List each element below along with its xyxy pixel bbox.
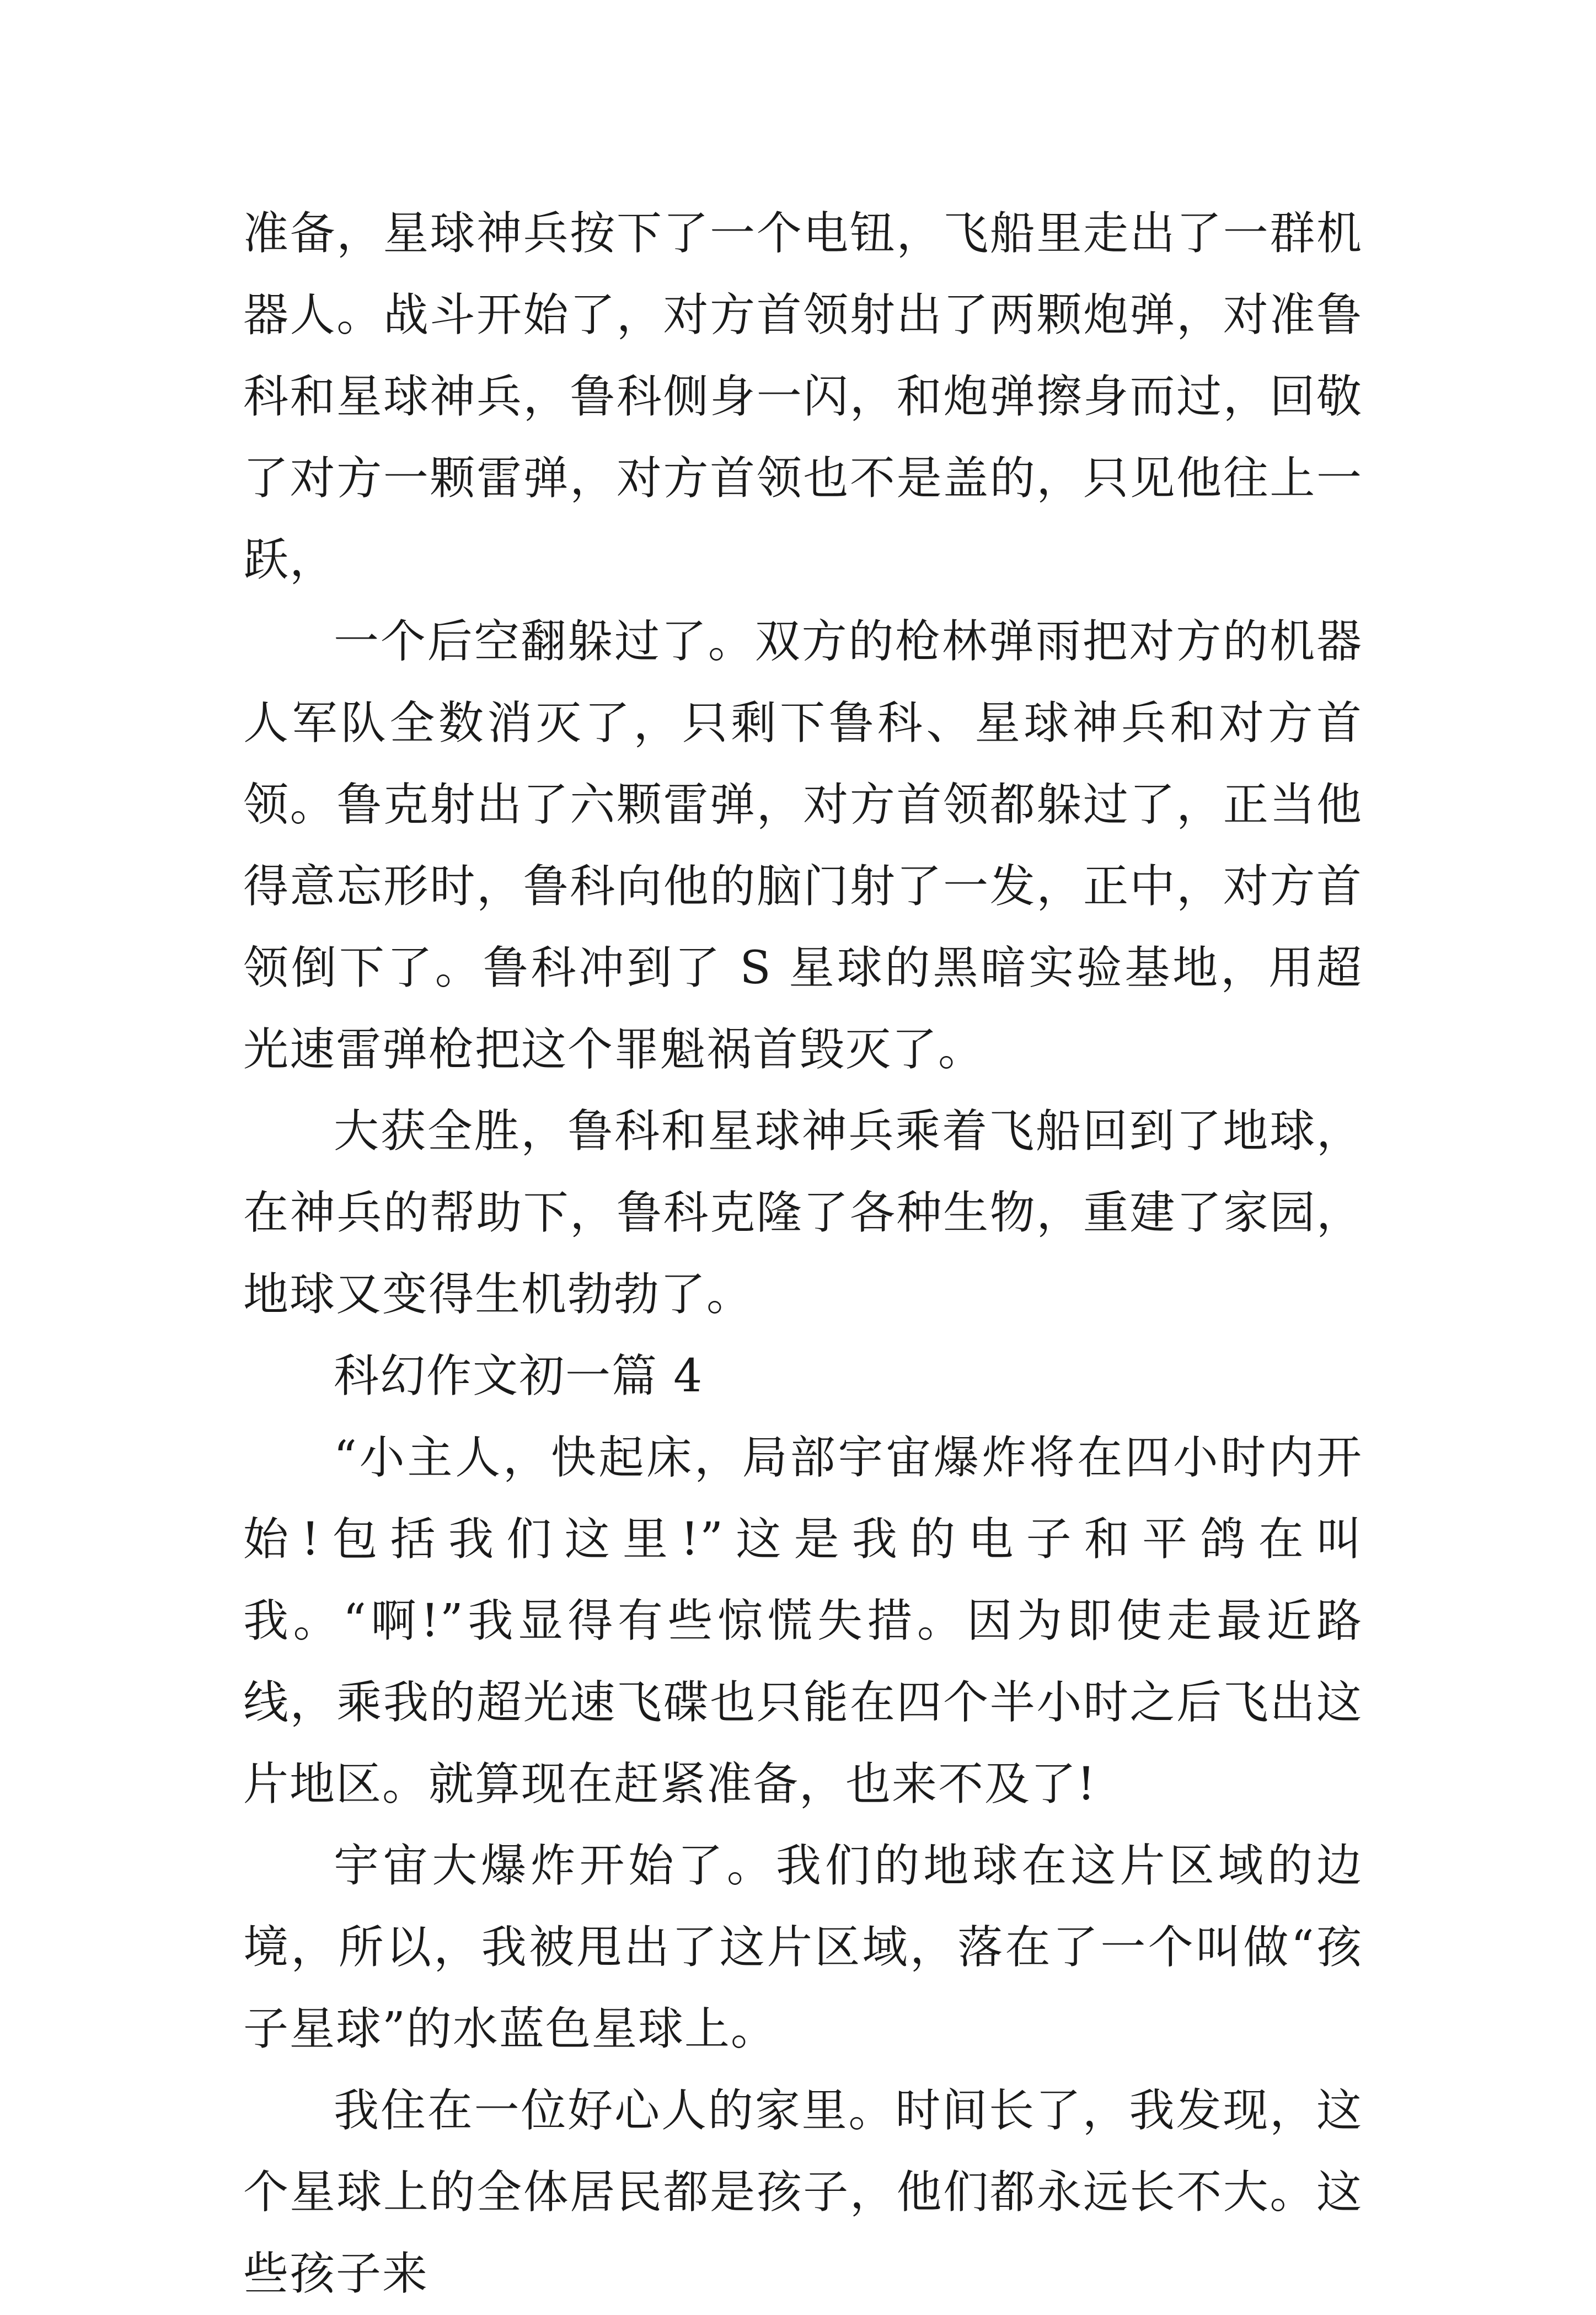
paragraph-5: 宇宙大爆炸开始了。我们的地球在这片区域的边境，所以，我被甩出了这片区域，落在了一个叫做“孩子星球”的水蓝色星球上。	[243, 1840, 1363, 2055]
paragraph-6: 我住在一位好心人的家里。时间长了，我发现，这个星球上的全体居民都是孩子，他们都永远长不大。这些孩子来	[243, 2084, 1363, 2300]
paragraph-3: 大获全胜，鲁科和星球神兵乘着飞船回到了地球，在神兵的帮助下，鲁科克隆了各种生物，重建了家园，地球又变得生机勃勃了。	[243, 1105, 1363, 1321]
paragraph-2: 一个后空翻躲过了。双方的枪林弹雨把对方的机器人军队全数消灭了，只剩下鲁科、星球神兵和对方首领。鲁克射出了六颗雷弹，对方首领都躲过了，正当他得意忘形时，鲁科向他的脑门射了一发，正中，对方首领倒下了。鲁科冲到了 S 星球的黑暗实验基地，用超光速雷弹枪把这个罪魁祸首毁灭了。	[243, 615, 1363, 1076]
document-body	[243, 193, 1363, 2315]
paragraph-4: “小主人，快起床，局部宇宙爆炸将在四小时内开始!包括我们这里!”这是我的电子和平鸽在叫我。“啊!”我显得有些惊慌失措。因为即使走最近路线，乘我的超光速飞碟也只能在四个半小时之后飞出这片地区。就算现在赶紧准备，也来不及了!	[243, 1432, 1363, 1810]
paragraph-1: 准备，星球神兵按下了一个电钮，飞船里走出了一群机器人。战斗开始了，对方首领射出了两颗炮弹，对准鲁科和星球神兵，鲁科侧身一闪，和炮弹擦身而过，回敬了对方一颗雷弹，对方首领也不是盖的，只见他往上一跃，	[243, 207, 1363, 586]
section-heading: 科幻作文初一篇 4	[334, 1350, 704, 1402]
